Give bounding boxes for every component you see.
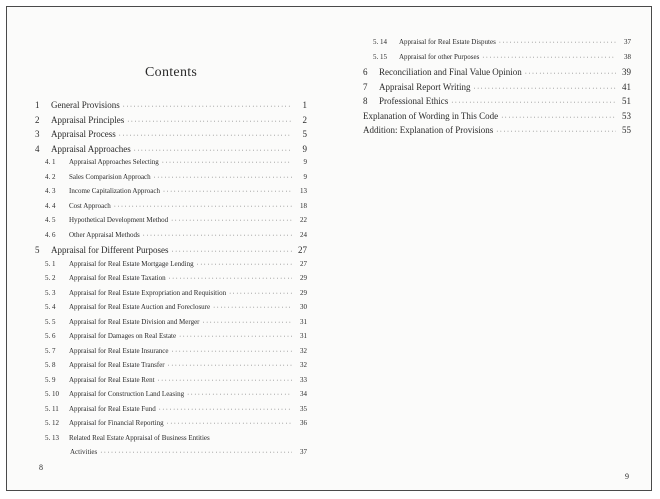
toc-entry	[35, 303, 307, 318]
toc-entry-number: 5. 11	[45, 404, 59, 413]
toc-entry-number: 5. 8	[45, 361, 56, 369]
dot-leader	[123, 104, 292, 110]
toc-entry-label: Other Appraisal Methods	[69, 230, 140, 239]
left-page	[7, 7, 325, 490]
toc-entry-page: 32	[300, 346, 307, 355]
toc-entry-number: 4. 4	[45, 201, 56, 210]
toc-entry-label: Appraisal Approaches	[51, 143, 131, 154]
toc-entry	[35, 376, 307, 391]
toc-entry-page: 30	[300, 303, 307, 311]
dot-leader	[168, 363, 292, 369]
toc-entry-page: 53	[622, 110, 631, 121]
toc-entry	[35, 332, 307, 347]
toc-entry-number: 5. 3	[45, 288, 56, 297]
toc-entry-label: Activities	[70, 448, 98, 456]
toc-entry-number: 4. 3	[45, 187, 56, 195]
toc-entry-page: 27	[298, 245, 307, 255]
toc-entry-label: Appraisal for Real Estate Expropriation and Requisition	[69, 288, 227, 297]
toc-entry-page: 18	[300, 201, 307, 210]
toc-entry	[35, 216, 307, 231]
toc-entry	[35, 158, 307, 173]
toc-entry-label: Appraisal for Real Estate Insurance	[69, 346, 169, 355]
toc-entry	[35, 318, 307, 333]
dot-leader	[499, 40, 616, 46]
toc-entry-page: 34	[300, 390, 307, 398]
toc-entry-number: 1	[35, 100, 40, 110]
dot-leader	[501, 115, 616, 121]
toc-entry-number: 6	[363, 67, 368, 77]
dot-leader	[213, 305, 292, 311]
dot-leader	[134, 148, 292, 154]
toc-entry-label: Professional Ethics	[379, 96, 449, 106]
toc-entry	[35, 187, 307, 202]
page-number-left: 8	[39, 463, 43, 472]
toc-entry-page: 33	[300, 375, 307, 384]
toc-entry-page: 51	[622, 96, 631, 106]
toc-entry-label: Income Capitalization Approach	[69, 187, 160, 195]
toc-entry-label: Appraisal for Real Estate Transfer	[69, 361, 165, 369]
toc-entry-label: Appraisal Process	[51, 129, 116, 139]
toc-entry	[363, 82, 631, 97]
toc-entry	[35, 274, 307, 289]
toc-entry	[363, 96, 631, 111]
toc-entry	[35, 231, 307, 246]
toc-entry-page: 13	[300, 187, 307, 195]
toc-entry-number: 5. 5	[45, 317, 56, 326]
dot-leader	[127, 119, 292, 125]
toc-entry	[35, 361, 307, 376]
toc-entry-page: 37	[624, 38, 631, 46]
page-number-right: 9	[625, 472, 629, 481]
toc-entry-label: Related Real Estate Appraisal of Business Entities	[69, 433, 210, 442]
toc-entry-page: 24	[300, 230, 307, 239]
toc-list-left	[35, 100, 307, 463]
toc-entry-label: Appraisal for Real Estate Auction and Foreclosure	[69, 303, 211, 311]
toc-entry-page: 29	[300, 288, 307, 297]
toc-entry	[35, 347, 307, 362]
toc-entry	[35, 129, 307, 144]
toc-entry-page: 1	[302, 100, 307, 110]
dot-leader	[158, 378, 292, 384]
toc-entry-label: Hypothetical Development Method	[69, 216, 169, 224]
toc-entry	[363, 111, 631, 126]
dot-leader	[162, 160, 292, 166]
toc-entry-page: 31	[300, 332, 307, 340]
dot-leader	[163, 189, 292, 195]
toc-entry-page: 32	[300, 361, 307, 369]
dot-leader	[197, 262, 292, 268]
toc-entry-label: Appraisal for Real Estate Fund	[69, 404, 156, 413]
toc-entry-label: Appraisal for Real Estate Division and Merger	[69, 317, 200, 326]
dot-leader	[179, 334, 292, 340]
dot-leader	[482, 55, 616, 61]
toc-entry	[35, 405, 307, 420]
toc-entry-number: 5. 13	[45, 433, 59, 442]
toc-entry-page: 35	[300, 404, 307, 413]
toc-entry	[35, 419, 307, 434]
dot-leader	[119, 133, 292, 139]
toc-entry-page: 41	[622, 81, 631, 92]
dot-leader	[154, 175, 292, 181]
toc-entry-page: 27	[300, 259, 307, 268]
toc-entry	[363, 125, 631, 140]
toc-entry-label: Appraisal for Different Purposes	[51, 245, 169, 255]
toc-entry-number: 5. 4	[45, 303, 56, 311]
dot-leader	[496, 129, 616, 135]
dot-leader	[172, 249, 292, 255]
toc-entry-label: Appraisal Principles	[51, 114, 125, 125]
toc-entry-number: 5. 2	[45, 274, 56, 282]
dot-leader	[100, 450, 292, 456]
dot-leader	[159, 407, 292, 413]
dot-leader	[169, 276, 292, 282]
toc-entry	[363, 38, 631, 53]
toc-entry-label: Appraisal for Real Estate Disputes	[399, 38, 496, 46]
dot-leader	[203, 320, 292, 326]
toc-entry-label: Appraisal Report Writing	[379, 81, 471, 92]
toc-entry	[35, 390, 307, 405]
toc-entry	[35, 448, 307, 463]
toc-entry-label: Appraisal for Real Estate Taxation	[69, 274, 166, 282]
toc-entry-page: 55	[622, 125, 631, 135]
dot-leader	[167, 421, 292, 427]
toc-entry-page: 36	[300, 419, 307, 427]
toc-entry-number: 5. 1	[45, 259, 56, 268]
toc-entry-number: 5	[35, 245, 40, 255]
toc-entry-number: 5. 15	[373, 52, 387, 61]
dot-leader	[114, 204, 292, 210]
dot-leader	[187, 392, 292, 398]
toc-entry	[35, 202, 307, 217]
toc-entry-number: 7	[363, 81, 368, 92]
toc-entry	[35, 115, 307, 130]
toc-list-right	[363, 38, 631, 140]
toc-entry-label: Cost Approach	[69, 201, 111, 210]
toc-entry-page: 2	[302, 114, 307, 125]
toc-entry	[35, 260, 307, 275]
dot-leader	[525, 71, 616, 77]
dot-leader	[171, 218, 292, 224]
toc-entry-number: 2	[35, 114, 40, 125]
contents-title: Contents	[145, 65, 198, 80]
toc-entry-page: 22	[300, 216, 307, 224]
dot-leader	[451, 100, 616, 106]
toc-entry-number: 5. 12	[45, 419, 59, 427]
dot-leader	[229, 291, 292, 297]
toc-entry-number: 4. 1	[45, 158, 56, 166]
toc-entry	[35, 434, 307, 449]
toc-entry-label: General Provisions	[51, 100, 120, 110]
toc-entry-number: 4. 2	[45, 172, 56, 181]
toc-entry-page: 37	[300, 448, 307, 456]
toc-entry-label: Appraisal for other Purposes	[399, 52, 480, 61]
toc-entry-number: 5. 10	[45, 390, 59, 398]
dot-leader	[473, 86, 616, 92]
toc-entry-number: 5. 9	[45, 375, 56, 384]
toc-entry	[35, 173, 307, 188]
toc-entry-page: 9	[303, 158, 307, 166]
right-page	[337, 7, 651, 490]
toc-entry-label: Reconciliation and Final Value Opinion	[379, 67, 522, 77]
toc-entry	[35, 100, 307, 115]
toc-entry-label: Appraisal Approaches Selecting	[69, 158, 159, 166]
toc-entry-page: 39	[622, 67, 631, 77]
toc-entry-page: 9	[302, 143, 307, 154]
toc-entry-page: 31	[300, 317, 307, 326]
toc-entry-label: Appraisal for Construction Land Leasing	[69, 390, 185, 398]
toc-entry-page: 29	[300, 274, 307, 282]
dot-leader	[143, 233, 292, 239]
toc-entry	[35, 289, 307, 304]
toc-entry-label: Appraisal for Real Estate Mortgage Lending	[69, 259, 194, 268]
toc-entry-label: Appraisal for Real Estate Rent	[69, 375, 155, 384]
toc-entry-number: 4	[35, 143, 40, 154]
toc-entry-page: 5	[302, 129, 307, 139]
toc-entry	[363, 53, 631, 68]
toc-entry-label: Sales Comparision Approach	[69, 172, 151, 181]
toc-entry-page: 38	[624, 52, 631, 61]
toc-entry-number: 5. 6	[45, 332, 56, 340]
toc-entry	[35, 245, 307, 260]
toc-entry-label: Explanation of Wording in This Code	[363, 110, 499, 121]
toc-entry-number: 4. 5	[45, 216, 56, 224]
toc-entry-page: 9	[303, 172, 307, 181]
toc-entry-label: Addition: Explanation of Provisions	[363, 125, 494, 135]
toc-entry-number: 8	[363, 96, 368, 106]
book-spread	[6, 6, 652, 491]
toc-entry-number: 5. 14	[373, 38, 387, 46]
toc-entry	[363, 67, 631, 82]
toc-entry-label: Appraisal for Financial Reporting	[69, 419, 164, 427]
dot-leader	[172, 349, 292, 355]
toc-entry-number: 3	[35, 129, 40, 139]
toc-entry-number: 5. 7	[45, 346, 56, 355]
toc-entry-number: 4. 6	[45, 230, 56, 239]
toc-entry-label: Appraisal for Damages on Real Estate	[69, 332, 177, 340]
toc-entry	[35, 144, 307, 159]
